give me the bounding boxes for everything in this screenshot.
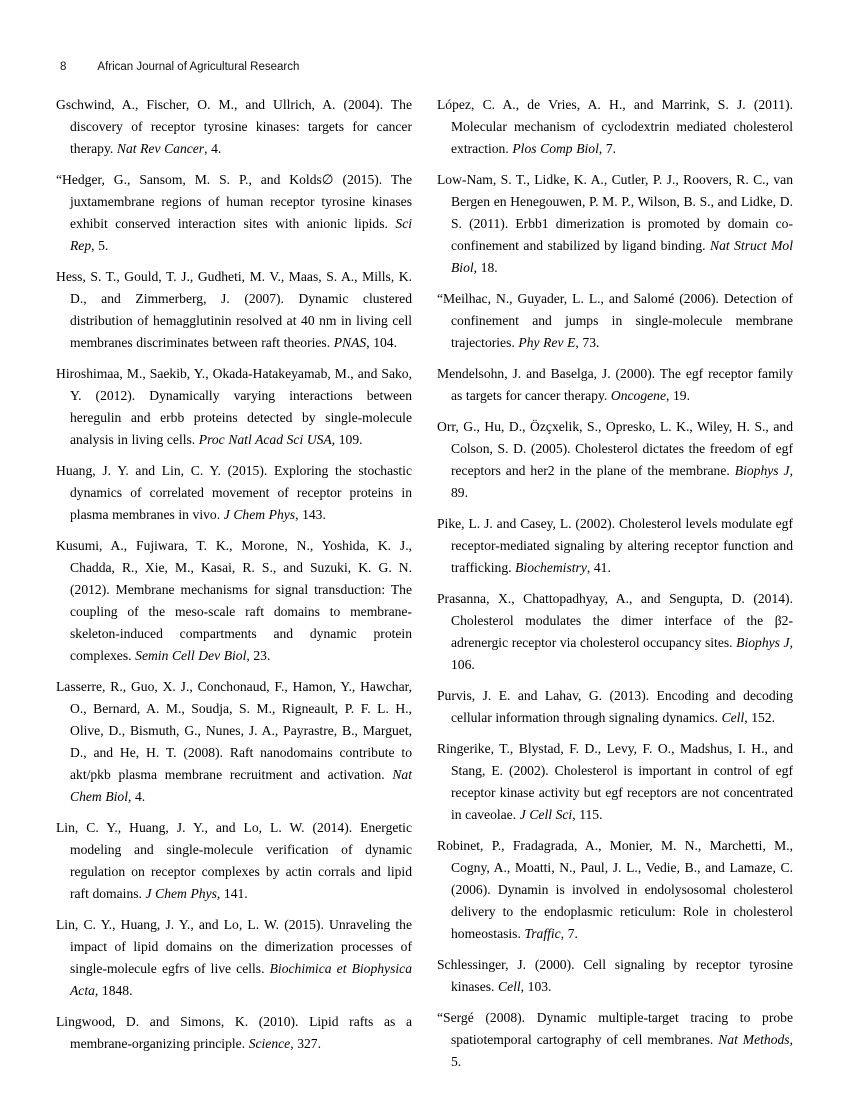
reference-journal-name: Biophys J [736, 635, 790, 650]
reference-entry [56, 914, 412, 1002]
reference-citation-text: Gschwind, A., Fischer, O. M., and Ullrich, A. (2004). The discovery of receptor tyrosine kinases: targets for cancer therapy. [56, 97, 412, 156]
reference-citation-text: Lin, C. Y., Huang, J. Y., and Lo, L. W. (2015). Unraveling the impact of lipid domains on the dimerization processes of single-molecule egfrs of live cells. [56, 917, 412, 976]
page-header [60, 61, 299, 73]
reference-volume-number: , 18. [473, 260, 498, 275]
reference-citation-text: Schlessinger, J. (2000). Cell signaling by receptor tyrosine kinases. [437, 957, 793, 994]
reference-journal-name: Biophys J [734, 463, 790, 478]
reference-volume-number: , 106. [451, 635, 793, 672]
reference-citation-text: Kusumi, A., Fujiwara, T. K., Morone, N., Yoshida, K. J., Chadda, R., Xie, M., Kasai, R. S., and Suzuki, K. G. N. (2012). Membrane mechanisms for signal transduction: The coupling of the meso-scale raft domains to membrane-skeleton-induced compartments and dynamic protein complexes. [56, 538, 412, 663]
reference-entry [437, 94, 793, 160]
reference-volume-number: , 327. [290, 1036, 322, 1051]
reference-journal-name: PNAS [333, 335, 367, 350]
reference-entry [437, 363, 793, 407]
reference-entry [56, 1011, 412, 1055]
reference-volume-number: , 5. [91, 238, 109, 253]
reference-entry [56, 460, 412, 526]
reference-volume-number: , 115. [572, 807, 603, 822]
reference-journal-name: Proc Natl Acad Sci USA [198, 432, 332, 447]
reference-entry [56, 817, 412, 905]
reference-journal-name: Sci Rep [70, 216, 412, 253]
references-column-left [56, 94, 412, 1082]
reference-citation-text: Hiroshimaa, M., Saekib, Y., Okada-Hatakeyamab, M., and Sako, Y. (2012). Dynamically varying interactions between heregulin and erbb proteins detected by single-molecule analysis in living cells. [56, 366, 412, 447]
reference-volume-number: , 1848. [94, 983, 133, 998]
reference-entry [56, 535, 412, 667]
reference-citation-text: Purvis, J. E. and Lahav, G. (2013). Encoding and decoding cellular information through signaling dynamics. [437, 688, 793, 725]
references-section [56, 94, 793, 1082]
reference-citation-text: Low-Nam, S. T., Lidke, K. A., Cutler, P. J., Roovers, R. C., van Bergen en Henegouwen, P. M. P., Wilson, B. S., and Lidke, D. S. (2011). Erbb1 dimerization is promoted by domain co-confinement and stabilized by ligand binding. [437, 172, 793, 253]
reference-entry [437, 169, 793, 279]
reference-entry [437, 588, 793, 676]
reference-citation-text: Huang, J. Y. and Lin, C. Y. (2015). Exploring the stochastic dynamics of correlated movement of receptor proteins in plasma membranes in vivo. [56, 463, 412, 522]
reference-volume-number: , 7. [560, 926, 578, 941]
reference-entry [437, 835, 793, 945]
reference-citation-text: “Meilhac, N., Guyader, L. L., and Salomé (2006). Detection of confinement and jumps in single-molecule membrane trajectories. [437, 291, 793, 350]
reference-entry [437, 738, 793, 826]
running-head-journal-name: African Journal of Agricultural Research [97, 61, 300, 73]
reference-volume-number: , 104. [366, 335, 397, 350]
reference-citation-text: Ringerike, T., Blystad, F. D., Levy, F. O., Madshus, I. H., and Stang, E. (2002). Cholesterol is important in control of egf receptor kinase activity but egf receptors are not concentrated in caveolae. [437, 741, 793, 822]
reference-journal-name: Nat Struct Mol Biol [451, 238, 793, 275]
references-column-right [437, 94, 793, 1082]
reference-entry [56, 169, 412, 257]
reference-citation-text: “Hedger, G., Sansom, M. S. P., and Kolds∅ (2015). The juxtamembrane regions of human receptor tyrosine kinases exhibit conserved interaction sites with anionic lipids. [56, 172, 412, 231]
reference-journal-name: Nat Chem Biol [70, 767, 412, 804]
reference-citation-text: Lin, C. Y., Huang, J. Y., and Lo, L. W. (2014). Energetic modeling and single-molecule verification of dynamic regulation on receptor complexes by actin corrals and lipid raft domains. [56, 820, 412, 901]
reference-citation-text: López, C. A., de Vries, A. H., and Marrink, S. J. (2011). Molecular mechanism of cyclodextrin mediated cholesterol extraction. [437, 97, 793, 156]
reference-entry [56, 94, 412, 160]
reference-entry [56, 676, 412, 808]
reference-journal-name: Biochimica et Biophysica Acta [70, 961, 412, 998]
reference-journal-name: Plos Comp Biol [512, 141, 599, 156]
reference-volume-number: , 141. [216, 886, 248, 901]
reference-entry [437, 954, 793, 998]
reference-citation-text: Lingwood, D. and Simons, K. (2010). Lipid rafts as a membrane-organizing principle. [56, 1014, 412, 1051]
reference-citation-text: Robinet, P., Fradagrada, A., Monier, M. N., Marchetti, M., Cogny, A., Moatti, N., Paul, J. L., Vedie, B., and Lamaze, C. (2006). Dynamin is involved in endolysosomal cholesterol delivery to the endoplasmic reticulum: Role in cholesterol homeostasis. [437, 838, 793, 941]
reference-entry [437, 513, 793, 579]
reference-volume-number: , 4. [204, 141, 222, 156]
reference-citation-text: Orr, G., Hu, D., Özçxelik, S., Opresko, L. K., Wiley, H. S., and Colson, S. D. (2005). Cholesterol dictates the freedom of egf receptors and her2 in the plane of the membrane. [437, 419, 793, 478]
reference-journal-name: Nat Rev Cancer [116, 141, 205, 156]
reference-journal-name: Phy Rev E [518, 335, 576, 350]
reference-journal-name: J Chem Phys [223, 507, 296, 522]
reference-volume-number: , 4. [127, 789, 146, 804]
reference-journal-name: Cell [498, 979, 521, 994]
reference-journal-name: Biochemistry [515, 560, 587, 575]
reference-citation-text: Mendelsohn, J. and Baselga, J. (2000). The egf receptor family as targets for cancer therapy. [437, 366, 793, 403]
reference-journal-name: Science [248, 1036, 291, 1051]
reference-volume-number: , 89. [451, 463, 793, 500]
reference-journal-name: Nat Methods [718, 1032, 790, 1047]
reference-citation-text: Lasserre, R., Guo, X. J., Conchonaud, F., Hamon, Y., Hawchar, O., Bernard, A. M., Soudja, S. M., Rigneault, P. F. L. H., Olive, D., Bismuth, G., Nunes, J. A., Payrastre, B., Marguet, D., and He, H. T. (2008). Raft nanodomains contribute to akt/pkb plasma membrane recruitment and activation. [56, 679, 412, 782]
reference-entry [437, 1007, 793, 1073]
reference-entry [56, 363, 412, 451]
reference-entry [56, 266, 412, 354]
reference-volume-number: , 5. [451, 1032, 793, 1069]
reference-volume-number: , 143. [295, 507, 326, 522]
reference-volume-number: , 109. [331, 432, 363, 447]
reference-citation-text: Prasanna, X., Chattopadhyay, A., and Sengupta, D. (2014). Cholesterol modulates the dimer interface of the β2-adrenergic receptor via cholesterol occupancy sites. [437, 591, 793, 650]
reference-volume-number: , 41. [586, 560, 611, 575]
reference-volume-number: , 23. [246, 648, 271, 663]
reference-citation-text: Hess, S. T., Gould, T. J., Gudheti, M. V., Maas, S. A., Mills, K. D., and Zimmerberg, J. (2007). Dynamic clustered distribution of hemagglutinin resolved at 40 nm in living cell membranes discriminates between raft theories. [56, 269, 412, 350]
reference-journal-name: Traffic [524, 926, 561, 941]
reference-volume-number: , 103. [520, 979, 552, 994]
reference-citation-text: “Sergé (2008). Dynamic multiple-target tracing to probe spatiotemporal cartography of cell membranes. [437, 1010, 793, 1047]
reference-journal-name: Semin Cell Dev Biol [135, 648, 247, 663]
reference-journal-name: Oncogene [610, 388, 666, 403]
reference-journal-name: J Cell Sci [519, 807, 573, 822]
reference-volume-number: , 7. [598, 141, 617, 156]
reference-citation-text: Pike, L. J. and Casey, L. (2002). Cholesterol levels modulate egf receptor-mediated signaling by altering receptor function and trafficking. [437, 516, 793, 575]
reference-entry [437, 685, 793, 729]
reference-volume-number: , 19. [666, 388, 690, 403]
page-number: 8 [60, 61, 67, 73]
reference-journal-name: J Chem Phys [145, 886, 217, 901]
reference-volume-number: , 73. [575, 335, 600, 350]
reference-volume-number: , 152. [744, 710, 776, 725]
reference-entry [437, 416, 793, 504]
reference-journal-name: Cell [721, 710, 745, 725]
reference-entry [437, 288, 793, 354]
